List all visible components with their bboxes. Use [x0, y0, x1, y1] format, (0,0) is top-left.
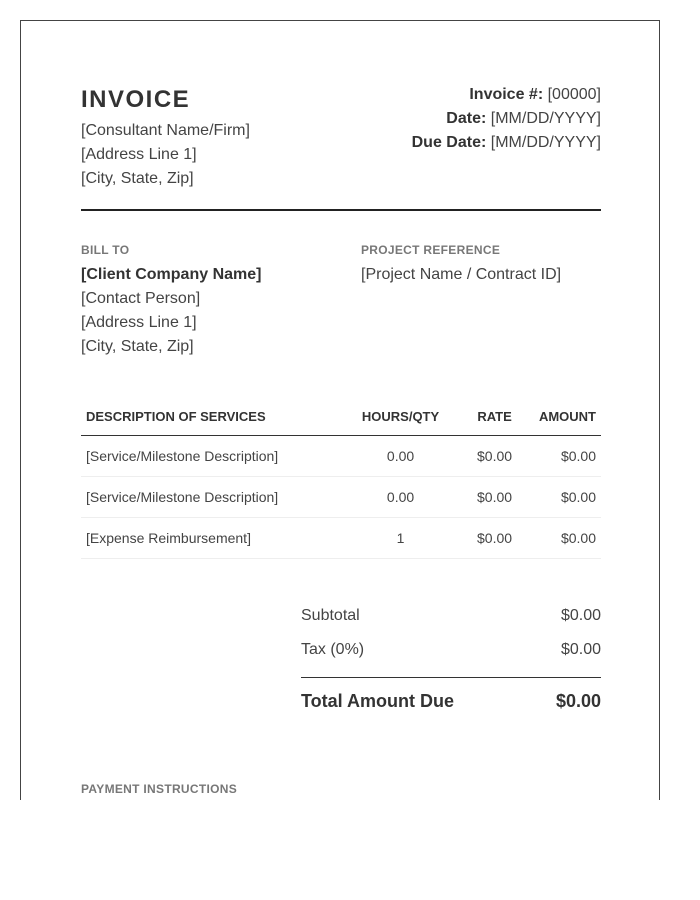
invoice-date-line: [412, 107, 601, 131]
payment-instructions-label: PAYMENT INSTRUCTIONS: [81, 782, 238, 796]
subtotal-label: Subtotal: [301, 607, 360, 624]
invoice-title: INVOICE: [81, 86, 191, 113]
invoice-date-value: [MM/DD/YYYY]: [490, 110, 601, 127]
invoice-due-value: [MM/DD/YYYY]: [490, 134, 601, 151]
client-address: [Address Line 1]: [81, 314, 197, 331]
table-row: [81, 518, 601, 559]
invoice-header: [81, 83, 601, 203]
invoice-page: [20, 20, 660, 800]
header-divider: [81, 209, 601, 211]
consultant-name: [Consultant Name/Firm]: [81, 122, 250, 139]
totals-section: [301, 601, 601, 714]
row-description: [Expense Reimbursement]: [81, 518, 346, 559]
project-reference-value: [Project Name / Contract ID]: [361, 266, 562, 283]
header-qty: HOURS/QTY: [346, 397, 455, 436]
row-qty: 0.00: [346, 436, 455, 477]
bill-to-label: BILL TO: [81, 243, 130, 257]
row-qty: 1: [346, 518, 455, 559]
total-row: [301, 688, 601, 714]
table-row: [81, 436, 601, 477]
row-amount: $0.00: [534, 518, 601, 559]
invoice-number-line: [412, 83, 601, 107]
bill-to-section: [81, 243, 341, 359]
invoice-number-value: [00000]: [547, 86, 601, 103]
row-rate: $0.00: [455, 518, 534, 559]
consultant-address: [Address Line 1]: [81, 146, 197, 163]
invoice-meta: [412, 83, 601, 155]
total-label: Total Amount Due: [301, 691, 454, 711]
client-city: [City, State, Zip]: [81, 338, 194, 355]
subtotal-row: [301, 601, 601, 635]
services-table: [81, 397, 601, 559]
row-qty: 0.00: [346, 477, 455, 518]
project-reference-label: PROJECT REFERENCE: [361, 243, 501, 257]
row-amount: $0.00: [534, 436, 601, 477]
invoice-date-label: Date:: [446, 110, 487, 127]
total-value: $0.00: [555, 691, 601, 711]
table-header-row: [81, 397, 601, 436]
header-amount: AMOUNT: [534, 397, 601, 436]
row-description: [Service/Milestone Description]: [81, 477, 346, 518]
row-rate: $0.00: [455, 436, 534, 477]
row-rate: $0.00: [455, 477, 534, 518]
tax-label: Tax (0%): [301, 641, 365, 658]
client-company: [Client Company Name]: [81, 266, 262, 283]
invoice-number-label: Invoice #:: [469, 86, 544, 103]
row-amount: $0.00: [534, 477, 601, 518]
bill-to-lines: [81, 263, 341, 359]
consultant-city: [City, State, Zip]: [81, 170, 194, 187]
consultant-info: [81, 119, 250, 191]
subtotal-value: $0.00: [560, 607, 601, 624]
header-description: DESCRIPTION OF SERVICES: [81, 397, 346, 436]
tax-value: $0.00: [560, 641, 601, 658]
header-rate: RATE: [455, 397, 534, 436]
project-reference-section: [361, 243, 601, 287]
invoice-due-line: [412, 131, 601, 155]
table-row: [81, 477, 601, 518]
totals-divider: [301, 677, 601, 678]
row-description: [Service/Milestone Description]: [81, 436, 346, 477]
tax-row: [301, 635, 601, 669]
invoice-due-label: Due Date:: [411, 134, 487, 151]
client-contact: [Contact Person]: [81, 290, 201, 307]
